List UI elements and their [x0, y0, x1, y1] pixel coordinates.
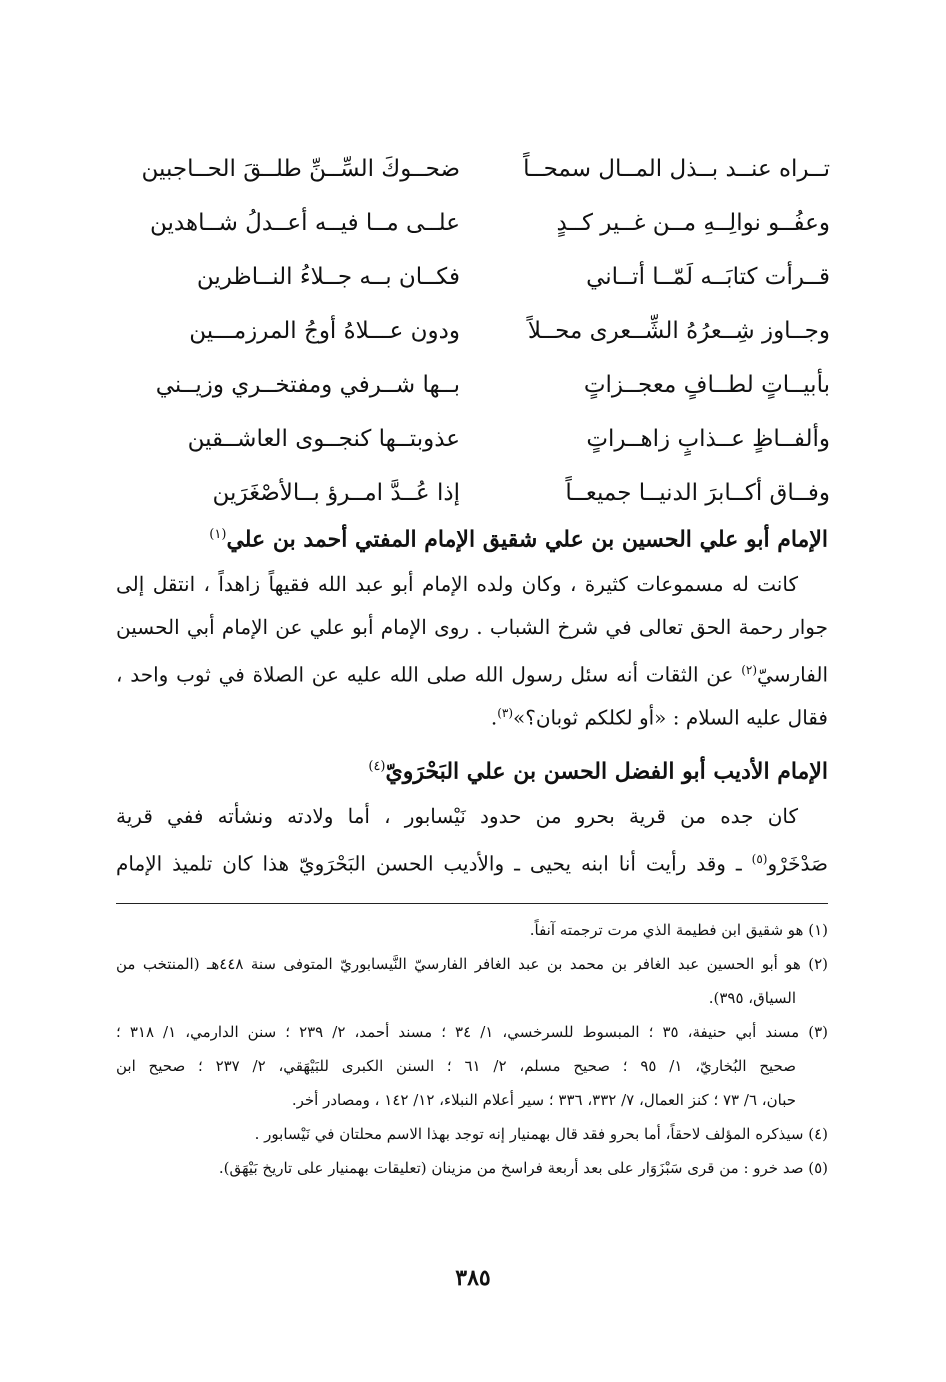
poem-verse	[140, 250, 830, 304]
line-text: ـ وقد رأيت أنا ابنه يحيى ـ والأديب الحسن البَحْرَويّ هذا كان تلميذ الإمام	[116, 851, 752, 876]
line-text: كانت له مسموعات كثيرة ، وكان ولده الإمام أبو عبد الله فقيهاً زاهداً ، انتقل إلى	[116, 572, 798, 596]
footnote-ref[interactable]: (٥)	[751, 852, 768, 866]
footnote	[116, 947, 828, 1015]
poem-hemistich-first: وألفــاظٍ عــذابٍ زاهــراتٍ	[586, 426, 830, 452]
poem-verse	[140, 304, 830, 358]
poem-hemistich-second: عذوبتــها كنجــوى العاشــقين	[187, 426, 460, 452]
footnote-ref[interactable]: (٣)	[497, 706, 514, 720]
footnote-ref[interactable]: (٤)	[368, 759, 386, 774]
footnote	[116, 913, 828, 947]
paragraph-line	[116, 649, 828, 692]
section-heading-bahrawi	[116, 747, 828, 791]
biography-paragraph-bahrawi	[116, 795, 828, 881]
heading-text: الإمام الأديب أبو الفضل الحسن بن علي البَحْرَويّ	[385, 758, 828, 785]
footnote-line: (١) هو شقيق ابن فطيمة الذي مرت ترجمته آنفاً.	[529, 921, 828, 939]
poem-verse	[140, 196, 830, 250]
line-text: الفارسيّ	[757, 662, 828, 687]
poem-hemistich-second: فكــان بــه جــلاءُ النــاظرين	[196, 264, 460, 290]
paragraph-line	[116, 563, 828, 606]
poem-verse	[140, 466, 830, 520]
poem-hemistich-second: إذا عُــدَّ امــرؤ بــالأصْغَرَين	[212, 480, 460, 506]
paragraph-line	[116, 692, 828, 735]
footnote-line: (٢) هو أبو الحسين عبد الغافر بن محمد بن عبد الغافر الفارسيّ النَّيسابوريّ المتوفى سنة ٤٤٨هـ (المنتخب من	[116, 955, 828, 973]
page-number: ٣٨٥	[455, 1265, 491, 1291]
poem-hemistich-first: وفــاق أكــابرَ الدنيــا جميعــاً	[565, 480, 830, 506]
footnote	[116, 1151, 828, 1185]
line-text: صَدْخَرْو	[767, 851, 828, 876]
poem-hemistich-first: تــراه عنــد بــذل المــال سمحــاً	[523, 156, 830, 182]
footnote-line: (٣) مسند أبي حنيفة، ٣٥ ؛ المبسوط للسرخسي، ١/ ٣٤ ؛ مسند أحمد، ٢/ ٢٣٩ ؛ سنن الدارمي، ١/ ٣١٨ ؛	[116, 1023, 828, 1041]
poem-hemistich-first: وجــاوز شِــعرُهُ الشِّــعرى محــلاً	[527, 318, 830, 344]
poem-hemistich-first: قــرأت كتابَــه لَمّــا أتــاني	[586, 264, 830, 290]
line-text: كان جده من قرية بحرو من حدود نَيْسابور ، أما ولادته ونشأته ففي قرية	[116, 804, 798, 828]
poem-hemistich-second: ودون عـــلاهُ أوجُ المرزمـــين	[189, 318, 460, 344]
section-heading-abu-ali	[116, 515, 828, 559]
poem-hemistich-second: ضحــوكَ السِّــنِّ طلــقَ الحــاجبين	[141, 156, 460, 182]
poem-hemistich-first: بأبيــاتٍ لطــافٍ معجــزاتٍ	[583, 372, 830, 398]
line-text: عن الثقات أنه سئل رسول الله صلى الله عليه عن الصلاة في ثوب واحد ،	[116, 662, 742, 687]
footnote-line: (٥) صد خرو : من قرى سَبْزَوَار على بعد أربعة فراسخ من مزينان (تعليقات بهمنيار على تاريخ بَيْهَق).	[218, 1159, 828, 1177]
footnote-line: السياق، ٣٩٥).	[708, 989, 796, 1007]
paragraph-line	[116, 838, 828, 881]
footnote-line: صحيح البُخاريّ، ١/ ٩٥ ؛ صحيح مسلم، ٢/ ٦١ ؛ السنن الكبرى للبَيْهَقي، ٢/ ٢٣٧ ؛ صحيح ابن	[116, 1057, 796, 1075]
footnotes	[116, 913, 828, 1185]
poem-hemistich-second: بــها شــرفي ومفتخــري وزيــني	[155, 372, 460, 398]
footnote-ref[interactable]: (١)	[209, 527, 227, 542]
poem-verse	[140, 142, 830, 196]
poem	[140, 142, 830, 520]
line-text: فقال عليه السلام : «أو لكلكم ثوبان؟»	[513, 705, 828, 730]
poem-verse	[140, 358, 830, 412]
paragraph-line	[116, 795, 828, 838]
biography-paragraph-abu-ali	[116, 563, 828, 735]
poem-hemistich-second: علــى مــا فيــه أعــدلُ شــاهدين	[149, 210, 460, 236]
line-text: جوار رحمة الحق تعالى في شرخ الشباب . روى الإمام أبو علي عن الإمام أبي الحسين	[116, 615, 828, 639]
heading-text: الإمام أبو علي الحسين بن علي شقيق الإمام المفتي أحمد بن علي	[226, 526, 828, 553]
footnote-divider	[116, 903, 828, 904]
footnote-line: (٤) سيذكره المؤلف لاحقاً، أما بحرو فقد قال بهمنيار إنه توجد بهذا الاسم محلتان في نَيْسابور .	[254, 1125, 828, 1143]
poem-verse	[140, 412, 830, 466]
footnote-ref[interactable]: (٢)	[741, 663, 758, 677]
footnote-line: حبان، ٦/ ٧٣ ؛ كنز العمال، ٧/ ٣٣٢، ٣٣٦ ؛ سير أعلام النبلاء، ١٢/ ١٤٢ ، ومصادر أخر.	[291, 1091, 796, 1109]
paragraph-line	[116, 606, 828, 649]
line-text: .	[490, 705, 498, 730]
footnote	[116, 1117, 828, 1151]
poem-hemistich-first: وعفُــو نوالِــهِ مــن غــير كــدٍ	[556, 210, 830, 236]
footnote	[116, 1015, 828, 1117]
